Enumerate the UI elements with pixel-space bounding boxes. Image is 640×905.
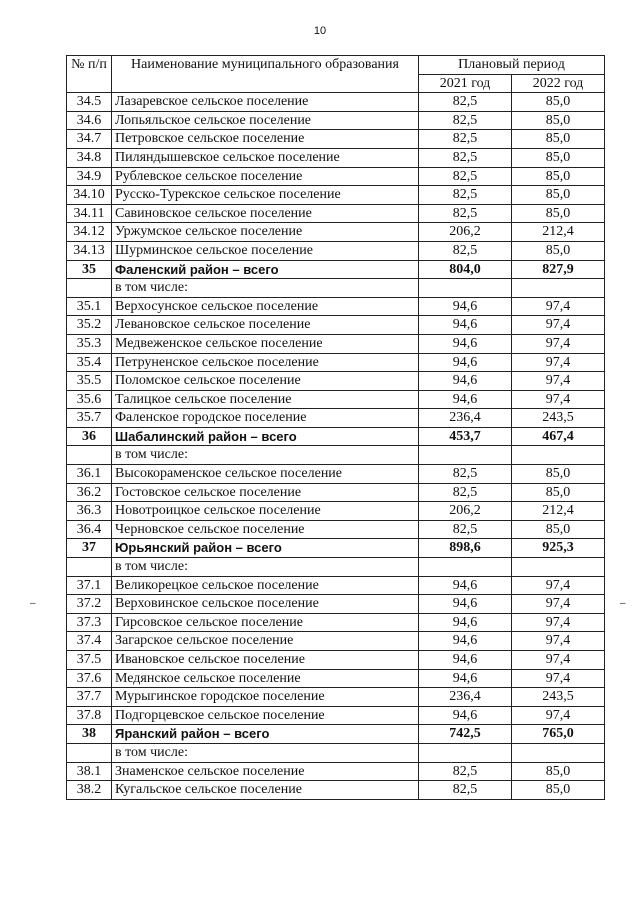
table-row <box>67 706 605 725</box>
row-number <box>67 446 112 465</box>
row-value-2022: 97,4 <box>512 334 605 353</box>
row-number: 37.5 <box>67 651 112 670</box>
row-value-2022 <box>512 446 605 465</box>
row-value-2021: 94,6 <box>419 334 512 353</box>
row-value-2022: 97,4 <box>512 595 605 614</box>
row-value-2022: 85,0 <box>512 465 605 484</box>
row-value-2021: 82,5 <box>419 781 512 800</box>
row-value-2022: 97,4 <box>512 576 605 595</box>
row-name: Медвеженское сельское поселение <box>112 334 419 353</box>
row-name: Новотроицкое сельское поселение <box>112 502 419 521</box>
subheading-row <box>67 743 605 762</box>
row-number: 37.4 <box>67 632 112 651</box>
row-value-2021: 94,6 <box>419 372 512 391</box>
table-row <box>67 669 605 688</box>
row-number: 34.10 <box>67 186 112 205</box>
row-name: Шурминское сельское поселение <box>112 241 419 260</box>
row-name: Великорецкое сельское поселение <box>112 576 419 595</box>
row-value-2022: 212,4 <box>512 223 605 242</box>
row-value-2021: 94,6 <box>419 390 512 409</box>
row-value-2021: 82,5 <box>419 465 512 484</box>
row-number: 35.3 <box>67 334 112 353</box>
row-value-2021: 206,2 <box>419 502 512 521</box>
page-number: 10 <box>313 25 327 37</box>
row-name: Уржумское сельское поселение <box>112 223 419 242</box>
table-row <box>67 334 605 353</box>
row-number: 38.2 <box>67 781 112 800</box>
table-row <box>67 595 605 614</box>
header-name: Наименование муниципального образования <box>112 56 419 93</box>
row-value-2021: 94,6 <box>419 576 512 595</box>
row-number: 36.2 <box>67 483 112 502</box>
district-total-row <box>67 427 605 446</box>
row-name: Черновское сельское поселение <box>112 520 419 539</box>
row-name: Верхосунское сельское поселение <box>112 297 419 316</box>
row-value-2022: 85,0 <box>512 93 605 112</box>
row-name: Верховинское сельское поселение <box>112 595 419 614</box>
row-number: 34.6 <box>67 111 112 130</box>
row-name: Пиляндышевское сельское поселение <box>112 148 419 167</box>
row-name: Юрьянский район – всего <box>112 539 419 558</box>
row-value-2022: 97,4 <box>512 613 605 632</box>
row-value-2021: 82,5 <box>419 130 512 149</box>
row-number: 37.6 <box>67 669 112 688</box>
table-row <box>67 520 605 539</box>
table-row <box>67 502 605 521</box>
row-number: 37.2 <box>67 595 112 614</box>
district-total-row <box>67 260 605 279</box>
row-number: 34.12 <box>67 223 112 242</box>
table-row <box>67 613 605 632</box>
table-row <box>67 130 605 149</box>
row-number: 35.1 <box>67 297 112 316</box>
table-row <box>67 353 605 372</box>
table-row <box>67 223 605 242</box>
row-value-2021: 82,5 <box>419 483 512 502</box>
row-value-2022: 85,0 <box>512 781 605 800</box>
row-number <box>67 279 112 298</box>
row-name: Знаменское сельское поселение <box>112 762 419 781</box>
row-number: 36.4 <box>67 520 112 539</box>
row-value-2022: 97,4 <box>512 297 605 316</box>
row-value-2021: 82,5 <box>419 186 512 205</box>
row-name: Гирсовское сельское поселение <box>112 613 419 632</box>
row-value-2022: 97,4 <box>512 390 605 409</box>
row-name: Лопьяльское сельское поселение <box>112 111 419 130</box>
table-row <box>67 204 605 223</box>
row-value-2022: 85,0 <box>512 148 605 167</box>
row-name: в том числе: <box>112 743 419 762</box>
row-name: Кугальское сельское поселение <box>112 781 419 800</box>
row-number <box>67 558 112 577</box>
row-name: Шабалинский район – всего <box>112 427 419 446</box>
table-row <box>67 762 605 781</box>
row-number: 38 <box>67 725 112 744</box>
row-number: 34.7 <box>67 130 112 149</box>
row-value-2022 <box>512 743 605 762</box>
row-number: 35.2 <box>67 316 112 335</box>
row-name: Фаленский район – всего <box>112 260 419 279</box>
row-value-2021: 236,4 <box>419 688 512 707</box>
row-name: Мурыгинское городское поселение <box>112 688 419 707</box>
row-name: Лазаревское сельское поселение <box>112 93 419 112</box>
row-value-2021: 206,2 <box>419 223 512 242</box>
row-name: Ивановское сельское поселение <box>112 651 419 670</box>
row-value-2022: 85,0 <box>512 520 605 539</box>
row-value-2021: 94,6 <box>419 595 512 614</box>
subheading-row <box>67 279 605 298</box>
row-value-2022: 85,0 <box>512 762 605 781</box>
row-name: Гостовское сельское поселение <box>112 483 419 502</box>
table-row <box>67 781 605 800</box>
row-name: Рублевское сельское поселение <box>112 167 419 186</box>
table-row <box>67 409 605 428</box>
row-value-2022: 97,4 <box>512 316 605 335</box>
table-row <box>67 632 605 651</box>
scan-mark-left: – <box>30 598 36 609</box>
row-value-2022 <box>512 558 605 577</box>
row-number: 35.6 <box>67 390 112 409</box>
table-row <box>67 576 605 595</box>
row-number: 34.5 <box>67 93 112 112</box>
row-value-2022: 85,0 <box>512 130 605 149</box>
row-number: 37 <box>67 539 112 558</box>
row-name: Савиновское сельское поселение <box>112 204 419 223</box>
row-value-2022: 85,0 <box>512 186 605 205</box>
row-value-2021: 94,6 <box>419 353 512 372</box>
row-value-2022: 97,4 <box>512 372 605 391</box>
row-number: 37.3 <box>67 613 112 632</box>
row-number: 37.7 <box>67 688 112 707</box>
row-name: Левановское сельское поселение <box>112 316 419 335</box>
row-name: Фаленское городское поселение <box>112 409 419 428</box>
row-number: 35.4 <box>67 353 112 372</box>
row-value-2022: 212,4 <box>512 502 605 521</box>
table-row <box>67 465 605 484</box>
row-value-2022: 97,4 <box>512 632 605 651</box>
row-value-2021: 94,6 <box>419 297 512 316</box>
row-value-2022: 467,4 <box>512 427 605 446</box>
row-value-2021: 94,6 <box>419 669 512 688</box>
row-value-2021: 82,5 <box>419 93 512 112</box>
row-name: Загарское сельское поселение <box>112 632 419 651</box>
header-row <box>67 56 605 75</box>
row-value-2021: 236,4 <box>419 409 512 428</box>
budget-table <box>66 55 605 800</box>
header-year-2022: 2022 год <box>512 74 605 93</box>
row-value-2021: 898,6 <box>419 539 512 558</box>
row-number: 35.7 <box>67 409 112 428</box>
row-value-2022: 97,4 <box>512 353 605 372</box>
row-value-2022: 85,0 <box>512 111 605 130</box>
row-number: 36 <box>67 427 112 446</box>
row-value-2022: 925,3 <box>512 539 605 558</box>
scan-mark-right: – <box>620 598 626 609</box>
row-name: Петровское сельское поселение <box>112 130 419 149</box>
row-name: в том числе: <box>112 558 419 577</box>
row-name: Петруненское сельское поселение <box>112 353 419 372</box>
row-value-2021 <box>419 558 512 577</box>
subheading-row <box>67 558 605 577</box>
table-row <box>67 93 605 112</box>
row-value-2022: 97,4 <box>512 706 605 725</box>
table-body <box>67 93 605 800</box>
table-row <box>67 186 605 205</box>
row-number <box>67 743 112 762</box>
header-num: № п/п <box>67 56 112 93</box>
row-value-2021: 94,6 <box>419 651 512 670</box>
row-value-2021: 82,5 <box>419 520 512 539</box>
header-year-2021: 2021 год <box>419 74 512 93</box>
row-value-2021: 82,5 <box>419 148 512 167</box>
row-name: Подгорцевское сельское поселение <box>112 706 419 725</box>
row-name: Высокораменское сельское поселение <box>112 465 419 484</box>
row-value-2022: 85,0 <box>512 204 605 223</box>
row-name: Яранский район – всего <box>112 725 419 744</box>
row-number: 34.13 <box>67 241 112 260</box>
table-row <box>67 651 605 670</box>
row-number: 37.1 <box>67 576 112 595</box>
row-name: Талицкое сельское поселение <box>112 390 419 409</box>
row-value-2022: 97,4 <box>512 669 605 688</box>
row-number: 34.8 <box>67 148 112 167</box>
row-number: 38.1 <box>67 762 112 781</box>
row-value-2022: 85,0 <box>512 167 605 186</box>
row-value-2022: 243,5 <box>512 409 605 428</box>
row-name: Русско-Турекское сельское поселение <box>112 186 419 205</box>
row-value-2022: 827,9 <box>512 260 605 279</box>
row-value-2021: 82,5 <box>419 204 512 223</box>
row-value-2022: 243,5 <box>512 688 605 707</box>
header-period: Плановый период <box>419 56 605 75</box>
subheading-row <box>67 446 605 465</box>
table-row <box>67 297 605 316</box>
row-value-2021: 94,6 <box>419 706 512 725</box>
row-name: Поломское сельское поселение <box>112 372 419 391</box>
row-value-2021: 94,6 <box>419 632 512 651</box>
table-row <box>67 372 605 391</box>
table-row <box>67 148 605 167</box>
row-number: 35.5 <box>67 372 112 391</box>
district-total-row <box>67 539 605 558</box>
row-value-2021: 94,6 <box>419 316 512 335</box>
row-name: в том числе: <box>112 446 419 465</box>
row-name: Медянское сельское поселение <box>112 669 419 688</box>
row-number: 36.3 <box>67 502 112 521</box>
row-value-2021: 742,5 <box>419 725 512 744</box>
row-value-2022: 765,0 <box>512 725 605 744</box>
row-value-2021: 453,7 <box>419 427 512 446</box>
row-number: 37.8 <box>67 706 112 725</box>
row-number: 34.9 <box>67 167 112 186</box>
table-row <box>67 316 605 335</box>
row-value-2021: 94,6 <box>419 613 512 632</box>
row-value-2022: 85,0 <box>512 241 605 260</box>
row-value-2021: 804,0 <box>419 260 512 279</box>
table-row <box>67 241 605 260</box>
row-value-2021: 82,5 <box>419 241 512 260</box>
district-total-row <box>67 725 605 744</box>
table-row <box>67 111 605 130</box>
table-row <box>67 688 605 707</box>
table-row <box>67 167 605 186</box>
row-value-2021 <box>419 279 512 298</box>
row-value-2021: 82,5 <box>419 762 512 781</box>
row-number: 36.1 <box>67 465 112 484</box>
row-value-2021: 82,5 <box>419 167 512 186</box>
row-value-2022 <box>512 279 605 298</box>
row-name: в том числе: <box>112 279 419 298</box>
row-value-2021 <box>419 446 512 465</box>
row-value-2021 <box>419 743 512 762</box>
row-number: 34.11 <box>67 204 112 223</box>
row-value-2022: 97,4 <box>512 651 605 670</box>
row-number: 35 <box>67 260 112 279</box>
row-value-2022: 85,0 <box>512 483 605 502</box>
table-row <box>67 483 605 502</box>
table-row <box>67 390 605 409</box>
row-value-2021: 82,5 <box>419 111 512 130</box>
